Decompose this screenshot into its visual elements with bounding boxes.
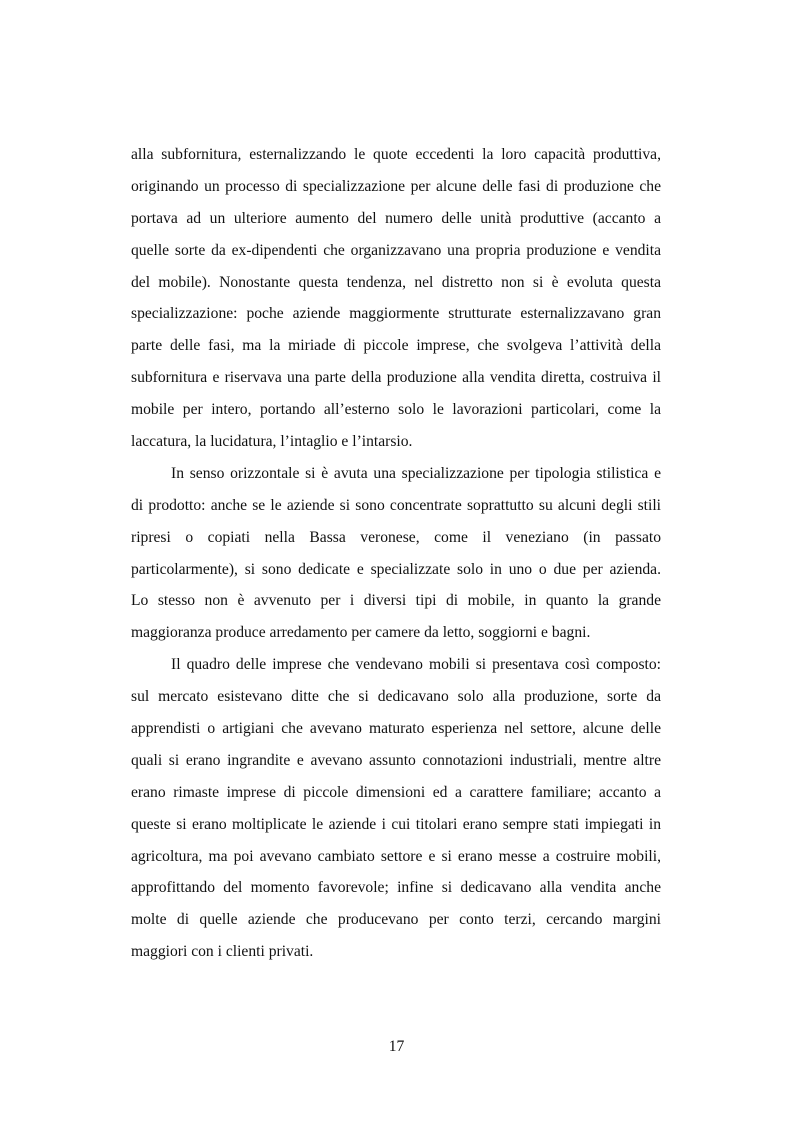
text-line: di prodotto: anche se le aziende si sono concentrate soprattutto su alcuni degli stili bbox=[131, 496, 661, 514]
text-line: ripresi o copiati nella Bassa veronese, come il veneziano (in passato bbox=[131, 528, 661, 546]
text-line: particolarmente), si sono dedicate e specializzate solo in uno o due per azienda. bbox=[131, 560, 661, 578]
text-line: alla subfornitura, esternalizzando le quote eccedenti la loro capacità produttiva, bbox=[131, 146, 661, 163]
text-line: Il quadro delle imprese che vendevano mobili si presentava così composto: bbox=[171, 656, 661, 674]
text-line: del mobile). Nonostante questa tendenza, nel distretto non si è evoluta questa bbox=[131, 273, 661, 291]
text-line: quali si erano ingrandite e avevano assunto connotazioni industriali, mentre altre bbox=[131, 751, 661, 769]
text-line: queste si erano moltiplicate le aziende i cui titolari erano sempre stati impiegati in bbox=[131, 815, 661, 833]
text-line: apprendisti o artigiani che avevano maturato esperienza nel settore, alcune delle bbox=[131, 720, 661, 738]
text-line: approfittando del momento favorevole; infine si dedicavano alla vendita anche bbox=[131, 879, 661, 897]
text-line: molte di quelle aziende che producevano per conto terzi, cercando margini bbox=[131, 911, 661, 929]
text-line: Lo stesso non è avvenuto per i diversi tipi di mobile, in quanto la grande bbox=[131, 592, 661, 610]
paragraph bbox=[131, 649, 661, 968]
text-line: mobile per intero, portando all’esterno solo le lavorazioni particolari, come la bbox=[131, 401, 661, 419]
text-line: quelle sorte da ex-dipendenti che organizzavano una propria produzione e vendita bbox=[131, 241, 661, 259]
body-text bbox=[131, 139, 661, 968]
text-line: originando un processo di specializzazione per alcune delle fasi di produzione che bbox=[131, 177, 661, 195]
text-line: maggiori con i clienti privati. bbox=[131, 943, 314, 961]
text-line: sul mercato esistevano ditte che si dedicavano solo alla produzione, sorte da bbox=[131, 688, 661, 706]
text-line: agricoltura, ma poi avevano cambiato settore e si erano messe a costruire mobili, bbox=[131, 847, 661, 865]
text-line: specializzazione: poche aziende maggiormente strutturate esternalizzavano gran bbox=[131, 305, 661, 323]
page-number: 17 bbox=[388, 1038, 405, 1055]
text-line: maggioranza produce arredamento per camere da letto, soggiorni e bagni. bbox=[131, 624, 591, 642]
paragraph bbox=[131, 139, 661, 458]
text-line: subfornitura e riservava una parte della produzione alla vendita diretta, costruiva il bbox=[131, 369, 661, 387]
text-line: portava ad un ulteriore aumento del numero delle unità produttive (accanto a bbox=[131, 209, 661, 227]
text-line: In senso orizzontale si è avuta una specializzazione per tipologia stilistica e bbox=[171, 464, 661, 482]
text-line: erano rimaste imprese di piccole dimensioni ed a carattere familiare; accanto a bbox=[131, 783, 661, 801]
paragraph bbox=[131, 458, 661, 649]
text-line: parte delle fasi, ma la miriade di piccole imprese, che svolgeva l’attività della bbox=[131, 337, 661, 355]
text-line: laccatura, la lucidatura, l’intaglio e l’intarsio. bbox=[131, 433, 413, 451]
